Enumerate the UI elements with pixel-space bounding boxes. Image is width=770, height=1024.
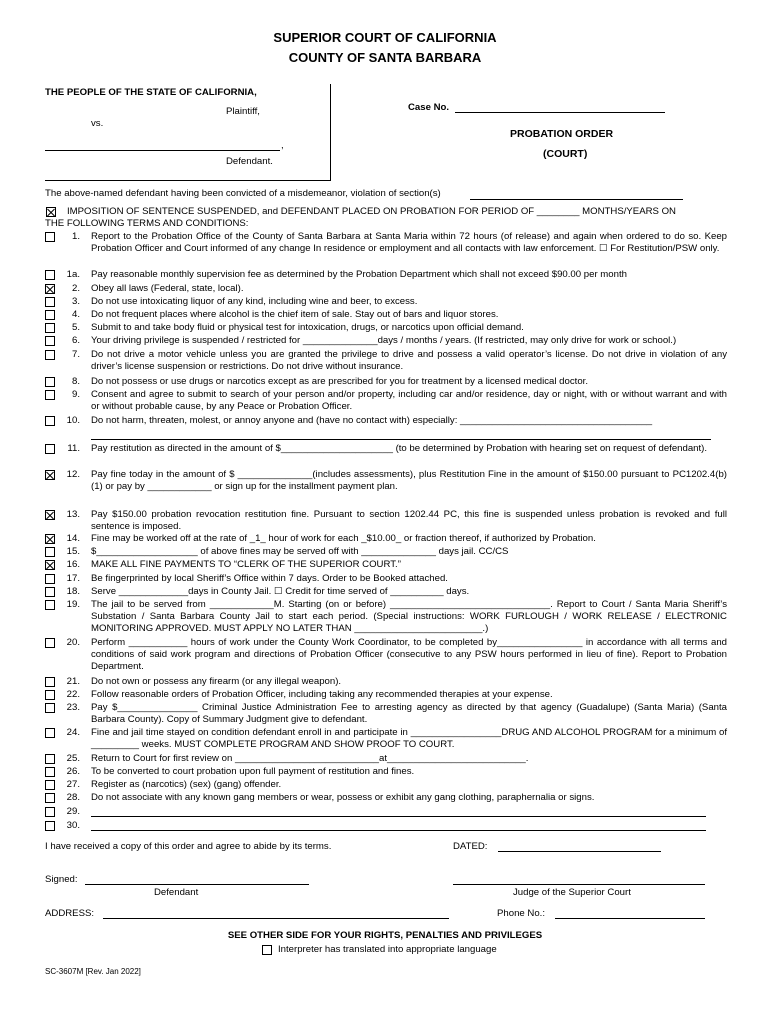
no-contact-continuation-line[interactable] [91,439,711,440]
condition-checkbox[interactable] [45,284,55,294]
condition-number: 13. [66,509,80,520]
condition-checkbox[interactable] [45,560,55,570]
condition-number: 17. [66,573,80,584]
imposition-checkbox[interactable] [46,207,56,217]
condition-checkbox[interactable] [45,470,55,480]
address-label: ADDRESS: [45,908,95,919]
condition-text: Pay $150.00 probation revocation restitution fine. Pursuant to section 1202.44 PC, this fine is suspended unless probation is revoked and full sentence is imposed. [91,509,727,532]
condition-number: 7. [71,349,80,360]
condition-text: Fine may be worked off at the rate of _1_ hour of work for each _$10.00_ or fraction thereof, if authorized by Probation. [91,533,596,544]
section-line[interactable] [470,199,683,200]
condition-number: 20. [66,637,80,648]
address-line[interactable] [103,918,449,919]
condition-checkbox[interactable] [45,297,55,307]
condition-checkbox[interactable] [45,390,55,400]
condition-number: 15. [66,546,80,557]
condition-number: 28. [66,792,80,803]
condition-text: Submit to and take body fluid or physical test for intoxication, drugs, or narcotics upon official demand. [91,322,524,333]
signed-label: Signed: [45,874,78,885]
condition-checkbox[interactable] [45,807,55,817]
condition-number: 10. [66,415,80,426]
condition-text: Pay fine today in the amount of $ ______________(includes assessments), plus Restitution Fine in the amount of $150.00 pursuant to PC1202.4(b)(1) or pay by ____________ or sign up for the installment payment plan. [91,469,727,492]
condition-blank-line[interactable] [91,816,706,817]
interpreter-checkbox[interactable] [262,945,272,955]
condition-checkbox[interactable] [45,377,55,387]
condition-number: 23. [66,702,80,713]
form-id: SC-3607M [Rev. Jan 2022] [45,967,141,976]
condition-number: 5. [71,322,80,333]
condition-text: Do not possess or use drugs or narcotics except as are prescribed for you for treatment by a licensed medical doctor. [91,376,588,387]
order-subtitle: (COURT) [543,148,588,160]
condition-number: 21. [66,676,80,687]
condition-text: Report to the Probation Office of the County of Santa Barbara at Santa Maria within 72 hours (of release) and again when ordered to do so. Keep Probation Officer and Court informed of any change In residence or employment and all contacts with law enforcement. ☐ For Restitution/PSW only. [91,231,727,254]
condition-number: 22. [66,689,80,700]
condition-checkbox[interactable] [45,767,55,777]
condition-checkbox[interactable] [45,510,55,520]
condition-text: The jail to be served from ____________M. Starting (on or before) ______________________________. Report to Court / Santa Maria Sheriff’s Substation / Santa Barbara County Jail to start each period. (Special instructions: WORK FURLOUGH / WORK RELEASE / ELECTRONIC MONITORING APPROVED. MUST APPLY NO LATER THAN ________________________.) [91,599,727,634]
condition-text: Do not use intoxicating liquor of any kind, including wine and beer, to excess. [91,296,418,307]
caption-divider [330,84,331,180]
dated-line[interactable] [498,851,661,852]
people-caption: THE PEOPLE OF THE STATE OF CALIFORNIA, [45,87,257,98]
defendant-signature-label: Defendant [154,887,199,898]
phone-label: Phone No.: [497,908,546,919]
condition-text: $___________________ of above fines may be served off with ______________ days jail. CC/CS [91,546,509,557]
defendant-name-line[interactable] [45,150,280,151]
condition-checkbox[interactable] [45,574,55,584]
condition-text: Serve _____________days in County Jail. ☐ Credit for time served of __________ days. [91,586,470,597]
condition-number: 9. [71,389,80,400]
phone-line[interactable] [555,918,705,919]
plaintiff-label: Plaintiff, [226,106,260,117]
condition-number: 3. [71,296,80,307]
condition-text: Your driving privilege is suspended / restricted for ______________days / months / years. (If restricted, may only drive for work or school.) [91,335,677,346]
caption-bottom-rule [45,180,331,181]
condition-checkbox[interactable] [45,821,55,831]
condition-text: Obey all laws (Federal, state, local). [91,283,244,294]
condition-number: 4. [71,309,80,320]
condition-checkbox[interactable] [45,677,55,687]
condition-checkbox[interactable] [45,728,55,738]
condition-checkbox[interactable] [45,793,55,803]
condition-number: 12. [66,469,80,480]
court-name: SUPERIOR COURT OF CALIFORNIA [273,30,497,45]
condition-checkbox[interactable] [45,547,55,557]
condition-text: Consent and agree to submit to search of your person and/or property, including car and/or residence, day or night, with or without warrant and with or without probable cause, by any Peace or Probation Officer. [91,389,727,412]
condition-checkbox[interactable] [45,600,55,610]
condition-blank-line[interactable] [91,830,706,831]
condition-checkbox[interactable] [45,638,55,648]
condition-number: 8. [71,376,80,387]
condition-text: MAKE ALL FINE PAYMENTS TO “CLERK OF THE SUPERIOR COURT.” [91,559,401,570]
vs-label: vs. [91,118,104,129]
condition-checkbox[interactable] [45,780,55,790]
condition-checkbox[interactable] [45,703,55,713]
condition-number: 14. [66,533,80,544]
condition-number: 16. [66,559,80,570]
condition-number: 2. [71,283,80,294]
condition-checkbox[interactable] [45,534,55,544]
interpreter-text: Interpreter has translated into appropriate language [278,944,497,955]
condition-number: 25. [66,753,80,764]
condition-text: Do not own or possess any firearm (or any illegal weapon). [91,676,342,687]
condition-checkbox[interactable] [45,350,55,360]
condition-text: Do not harm, threaten, molest, or annoy anyone and (have no contact with) especially: ____________________________________ [91,415,653,426]
condition-text: Pay reasonable monthly supervision fee as determined by the Probation Department which shall not exceed $90.00 per month [91,269,627,280]
condition-checkbox[interactable] [45,444,55,454]
condition-text: Do not drive a motor vehicle unless you are granted the privilege to drive and possess a valid operator’s license. Do not drive in violation of any driver’s license suspension or restrictions. Do not drive without insurance. [91,349,727,372]
intro-text: The above-named defendant having been convicted of a misdemeanor, violation of section(s) [45,188,441,199]
condition-checkbox[interactable] [45,416,55,426]
defendant-comma: , [281,140,284,151]
imposition-line2: THE FOLLOWING TERMS AND CONDITIONS: [45,218,249,229]
condition-number: 19. [66,599,80,610]
condition-text: Follow reasonable orders of Probation Officer, including taking any recommended therapies at your expense. [91,689,553,700]
condition-number: 1. [71,231,80,242]
case-no-label: Case No. [408,102,450,113]
acknowledgement: I have received a copy of this order and agree to abide by its terms. [45,841,332,852]
condition-number: 26. [66,766,80,777]
condition-checkbox[interactable] [45,323,55,333]
case-no-line[interactable] [455,112,665,113]
condition-number: 27. [66,779,80,790]
condition-checkbox[interactable] [45,336,55,346]
condition-text: Fine and jail time stayed on condition defendant enroll in and participate in _________________DRUG AND ALCOHOL PROGRAM for a minimum of _________ weeks. MUST COMPLETE PROGRAM AND SHOW PROOF TO COURT. [91,727,727,750]
defendant-signature-line[interactable] [85,884,309,885]
condition-text: Do not frequent places where alcohol is the chief item of sale. Stay out of bars and liquor stores. [91,309,499,320]
condition-number: 1a. [66,269,80,280]
judge-signature-label: Judge of the Superior Court [513,887,631,898]
dated-label: DATED: [453,841,488,852]
judge-signature-line[interactable] [453,884,705,885]
condition-number: 18. [66,586,80,597]
condition-text: Pay $_______________ Criminal Justice Administration Fee to arresting agency as directed by that agency (Guadalupe) (Santa Maria) (Santa Barbara County). Copy of Summary Judgment give to defendant. [91,702,727,725]
rights-notice: SEE OTHER SIDE FOR YOUR RIGHTS, PENALTIES AND PRIVILEGES [227,930,543,941]
condition-text: Pay restitution as directed in the amount of $_____________________ (to be determined by Probation with hearing set on request of defendant). [91,443,708,454]
condition-text: Return to Court for first review on ___________________________at__________________________. [91,753,529,764]
condition-checkbox[interactable] [45,232,55,242]
condition-checkbox[interactable] [45,270,55,280]
condition-text: Do not associate with any known gang members or wear, possess or exhibit any gang clothing, paraphernalia or signs. [91,792,595,803]
condition-text: Register as (narcotics) (sex) (gang) offender. [91,779,282,790]
condition-text: Perform ___________ hours of work under the County Work Coordinator, to be completed by________________ in accordance with all terms and conditions of said work program and directions of Probation Officer (consecutive to any PSW hours performed in lieu of fine). Report to Probation Department. [91,637,727,672]
condition-checkbox[interactable] [45,754,55,764]
condition-number: 11. [67,443,80,454]
condition-number: 29. [66,806,80,817]
condition-text: To be converted to court probation upon full payment of restitution and fines. [91,766,415,777]
condition-text: Be fingerprinted by local Sheriff’s Office within 7 days. Order to be Booked attached. [91,573,448,584]
condition-number: 6. [71,335,80,346]
condition-checkbox[interactable] [45,587,55,597]
county-name: COUNTY OF SANTA BARBARA [288,50,482,65]
condition-checkbox[interactable] [45,690,55,700]
condition-number: 24. [66,727,80,738]
defendant-label: Defendant. [226,156,273,167]
imposition-line1: IMPOSITION OF SENTENCE SUSPENDED, and DEFENDANT PLACED ON PROBATION FOR PERIOD OF ________ MONTHS/YEARS ON [67,206,676,217]
condition-number: 30. [66,820,80,831]
order-title: PROBATION ORDER [510,128,614,140]
condition-checkbox[interactable] [45,310,55,320]
